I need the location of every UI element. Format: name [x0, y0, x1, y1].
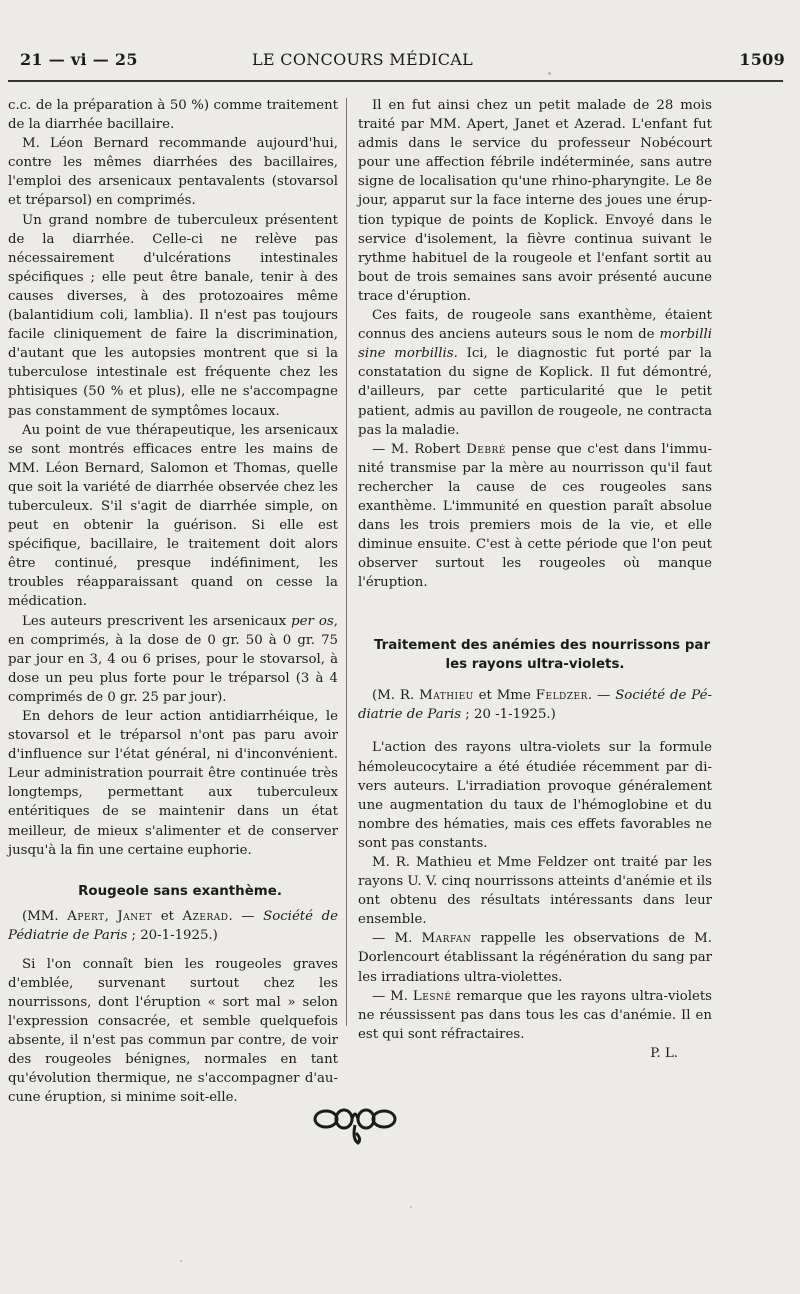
column-divider [346, 98, 347, 1026]
section-title: Rougeole sans exanthème. [78, 883, 282, 899]
paragraph: Ces faits, de rougeole sans exanthème, étaient connus des anciens auteurs sous le nom de morbilli sine morbillis. Ici, le diagnostic fut porté par la constatation du signe de Koplick. Il fut démontré, d'ailleurs, par cette particularité que le petit patient, admis au pavillon de rougeole, ne contracta pas la maladie. [358, 308, 712, 438]
paragraph: L'action des rayons ultra-violets sur la formule hémoleucocytaire a été étudiée récemment par divers auteurs. L'irradiation provoque généralement une augmentation du taux de l'hémoglobine et du nombre des hématies, mais ces effets favorables ne sont pas constants. [358, 740, 712, 851]
paper-speck [180, 1260, 182, 1262]
paragraph: — M. Marfan rappelle les observations de M. Dorlencourt établissant la régénération du sang par les irradiations ultra-violettes. [358, 931, 712, 985]
ornament-icon [312, 1103, 398, 1149]
paragraph: — M. Robert Debré pense que c'est dans l'immunité transmise par la mère au nourrisson qu'il faut rechercher la cause de ces rougeoles sans exanthème. L'immunité en question paraît absolue dans les trois premiers mois de la vie, et elle diminue ensuite. C'est à cette période que l'on peut observer surtout les rougeoles où manque l'éruption. [358, 441, 712, 591]
paper-speck [410, 1206, 412, 1208]
header-rule [8, 80, 783, 82]
paragraph: Un grand nombre de tuberculeux présentent de la diarrhée. Celle-ci ne relève pas nécessairement d'ulcérations intestinales spécifiques ; elle peut être banale, tenir à des causes diverses, à des protozoaires même (balantidium coli, lamblia). Il n'est pas toujours facile cliniquement de faire la discrimination, d'autant que les autopsies montrent que si la tuberculose intestinale est fréquente chez les phtisiques (50 % et plus), elle ne s'accompagne pas constamment de symptômes locaux. [8, 212, 338, 419]
issue-date: 21 — vi — 25 [20, 50, 138, 69]
paragraph: M. R. Mathieu et Mme Feldzer ont traité par les rayons U. V. cinq nourrissons atteints d'anémie et ils ont obtenu des résultats intéressants dans leur ensemble. [358, 855, 712, 928]
article-reference: (M. R. Mathieu et Mme Feldzer. — Société de Pédiatrie de Paris ; 20 -1-1925.) [358, 688, 712, 723]
section-title: Traitement des anémies des nourrissons par les rayons ultra-violets. [373, 638, 711, 673]
paragraph: Les auteurs prescrivent les arsenicaux per os, en comprimés, à la dose de 0 gr. 50 à 0 gr. 75 par jour en 3, 4 ou 6 prises, pour le stovarsol, à dose un peu plus forte pour le tréparsol (3 à 4 comprimés de 0 gr. 25 par jour). [8, 613, 338, 705]
paragraph: Au point de vue thérapeutique, les arsenicaux se sont montrés efficaces entre les mains de MM. Léon Bernard, Salomon et Thomas, quelle que soit la variété de diarrhée observée chez les tuberculeux. S'il s'agit de diarrhée simple, on peut en obtenir la guérison. Si elle est spécifique, bacillaire, le traitement doit alors être continué, presque indéfiniment, les troubles réapparaissant quand on cesse la médication. [8, 422, 338, 610]
paragraph: En dehors de leur action antidiarrhéique, le stovarsol et le tréparsol n'ont pas paru avoir d'influence sur l'état général, ni d'inconvénient. Leur administration pourrait être continuée très longtemps, permettant aux tuberculeux entéritiques de se maintenir dans un état meilleur, de mieux s'alimenter et de conserver jusqu'à la fin une certaine euphorie. [8, 709, 338, 858]
article-reference: (MM. Apert, Janet et Azerad. — Société de Pédiatrie de Paris ; 20-1-1925.) [8, 908, 338, 943]
paragraph: M. Léon Bernard recommande aujourd'hui, contre les mêmes diarrhées des bacillaires, l'emploi des arsenicaux pentavalents (stovarsol et tréparsol) en comprimés. [8, 136, 338, 209]
paragraph: — M. Lesné remarque que les rayons ultra-violets ne réussissent pas dans tous les cas d'anémie. Il en est qui sont réfractaires. [358, 988, 712, 1042]
paragraph: Si l'on connaît bien les rougeoles graves d'emblée, survenant surtout chez les nourrissons, dont l'éruption « sort mal » selon l'expression consacrée, et semble quelquefois absente, il n'est pas commun par contre, de voir des rougeoles bénignes, normales en tant qu'évolution thermique, ne s'accompagner d'aucune éruption, si minime soit-elle. [8, 956, 338, 1106]
page-number: 1509 [739, 50, 785, 69]
paper-speck [548, 72, 551, 75]
left-column [8, 96, 338, 1108]
right-column [358, 96, 712, 1063]
author-initials: P. L. [650, 1045, 678, 1061]
paragraph: c.c. de la préparation à 50 %) comme traitement de la diarrhée bacillaire. [8, 98, 338, 133]
paragraph: Il en fut ainsi chez un petit malade de 28 mois traité par MM. Apert, Janet et Azerad. L'enfant fut admis dans le service du professeur Nobécourt pour une affection fébrile indéterminée, sans autre signe de localisation qu'une rhino-pharyngite. Le 8e jour, apparut sur la face interne des joues une éruption typique de points de Koplick. Envoyé dans le service d'isolement, la fièvre continua suivant le rythme habituel de la rougeole et l'enfant sortit au bout de trois semaines sans avoir présenté aucune trace d'éruption. [358, 98, 712, 304]
running-header [20, 50, 785, 76]
journal-title: LE CONCOURS MÉDICAL [252, 50, 474, 69]
